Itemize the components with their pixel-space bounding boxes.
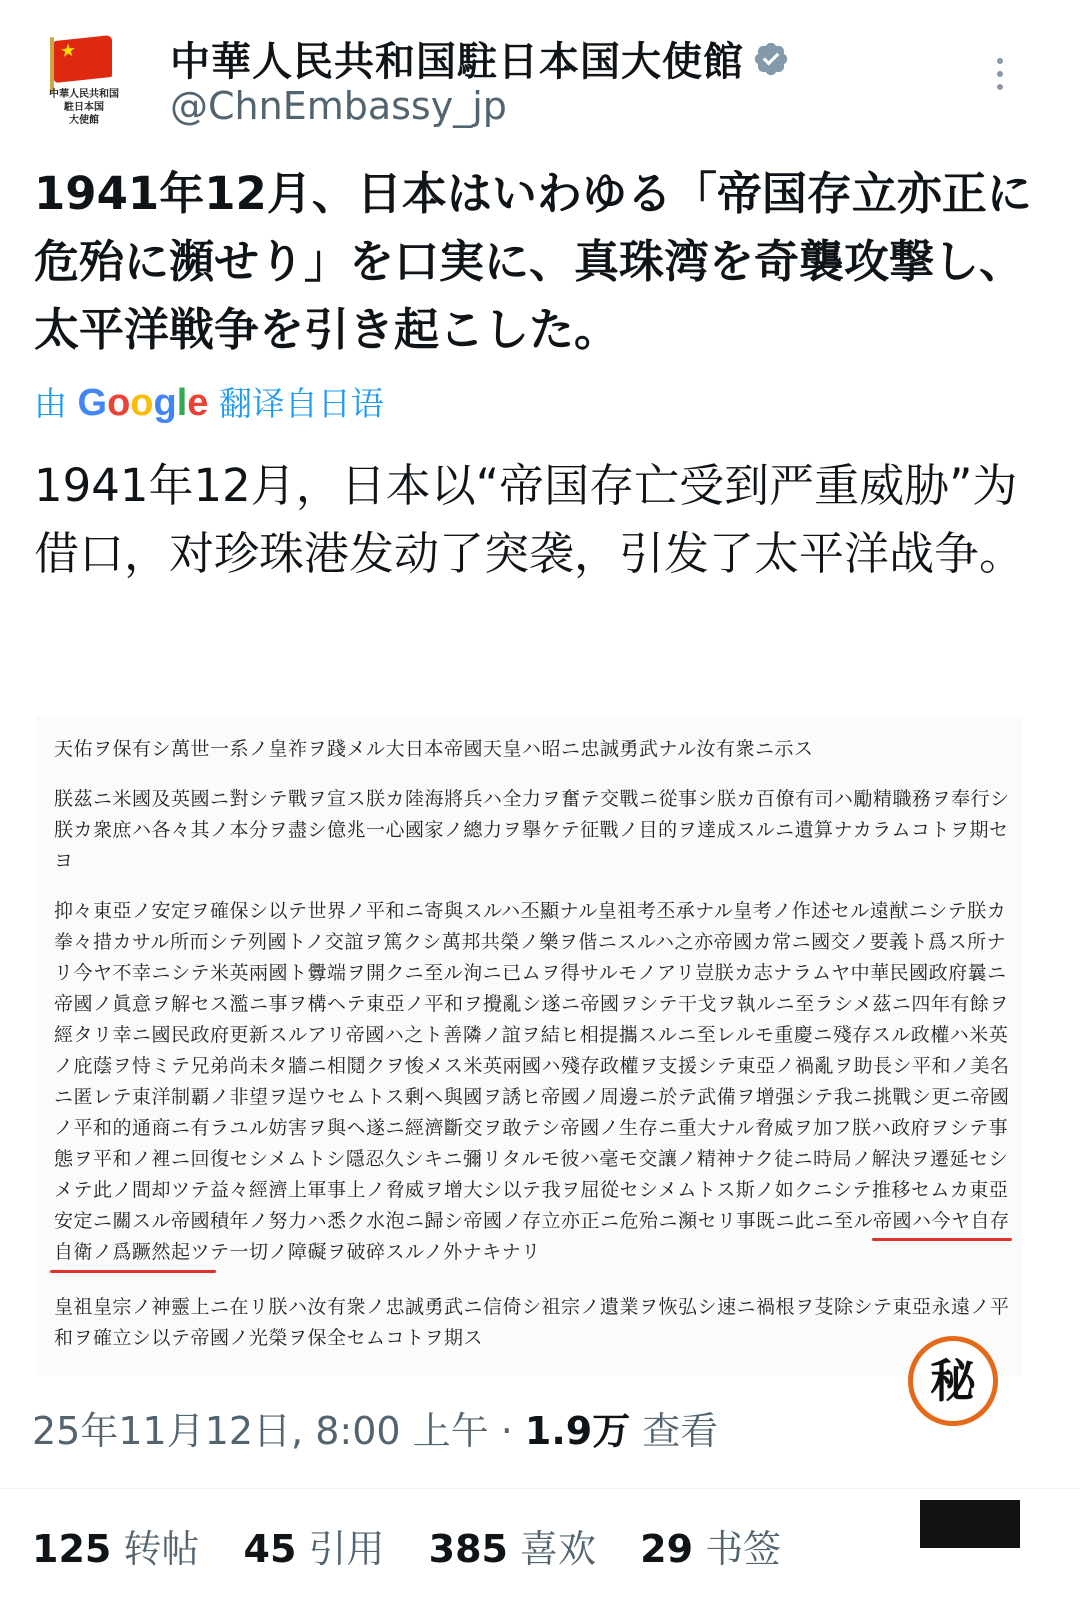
document-paragraph: 皇祖皇宗ノ神靈上ニ在リ朕ハ汝有衆ノ忠誠勇武ニ信倚シ祖宗ノ遺業ヲ恢弘シ速ニ禍根ヲ芟除シテ東亞永遠ノ平和ヲ確立シ以テ帝國ノ光榮ヲ保全セムコトヲ期ス xyxy=(54,1296,1010,1349)
redaction-block xyxy=(920,1500,1020,1548)
document-paragraph: 抑々東亞ノ安定ヲ確保シ以テ世界ノ平和ニ寄與スルハ丕顯ナル皇祖考丕承ナル皇考ノ作述セル遠猷ニシテ朕カ拳々措カサル所而シテ列國トノ交誼ヲ篤クシ萬邦共榮ノ樂ヲ偕ニスルハ之亦帝國カ常ニ國交ノ要義ト爲ス所ナリ今ヤ不幸ニシテ米英兩國ト釁端ヲ開クニ至ル洵ニ已ムヲ得サルモノアリ豈朕カ志ナラムヤ中華民國政府曩ニ帝國ノ眞意ヲ解セス濫ニ事ヲ構ヘテ東亞ノ平和ヲ攪亂シ遂ニ帝國ヲシテ干戈ヲ執ルニ至ラシメ茲ニ四年有餘ヲ經タリ幸ニ國民政府更新スルアリ帝國ハ之ト善隣ノ誼ヲ結ヒ相提攜スルニ至レルモ重慶ニ殘存スル政權ハ米英ノ庇蔭ヲ恃ミテ兄弟尚未タ牆ニ相鬩クヲ悛メス米英兩國ハ殘存政權ヲ支援シテ東亞ノ禍亂ヲ助長シ平和ノ美名ニ匿レテ東洋制覇ノ非望ヲ逞ウセムトス剰ヘ與國ヲ誘ヒ帝國ノ周邊ニ於テ武備ヲ增强シテ我ニ挑戰シ更ニ帝國ノ平和的通商ニ有ラユル妨害ヲ與ヘ遂ニ經濟斷交ヲ敢テシ帝國ノ生存ニ重大ナル脅威ヲ加フ朕ハ政府ヲシテ事態ヲ平和ノ裡ニ回復セシメムトシ隱忍久シキニ彌リタルモ彼ハ毫モ交讓ノ精神ナク徒ニ時局ノ解決ヲ遷延セシメテ此ノ間却ツテ益々經濟上軍事上ノ脅威ヲ增大シ以テ我ヲ屈從セシメムトス斯ノ如クニシテ推移セムカ東亞安定ニ關スル帝國積年ノ努力ハ悉ク水泡ニ歸シ帝國ノ存立亦正ニ危殆ニ瀕セリ事既ニ此ニ至ル帝國ハ今ヤ自存自衛ノ爲蹶然起ツテ一切ノ障礙ヲ破碎スルノ外ナキナリ xyxy=(54,900,1010,1263)
avatar-logo-text: 中華人民共和国 駐日本国 大使館 xyxy=(49,89,119,126)
highlight-underline xyxy=(50,1270,216,1273)
quotes-stat[interactable]: 45 引用 xyxy=(243,1527,385,1571)
translated-by-google-link[interactable] xyxy=(34,378,384,425)
likes-stat[interactable]: 385 喜欢 xyxy=(428,1527,597,1571)
reposts-stat[interactable]: 125 转帖 xyxy=(32,1527,200,1571)
engagement-stats xyxy=(32,1518,813,1573)
post-text-japanese: 1941年12月、日本はいわゆる「帝国存立亦正に危殆に瀕せり」を口実に、真珠湾を奇襲攻撃し、太平洋戦争を引き起こした。 xyxy=(34,167,1032,356)
secret-stamp: 秘 xyxy=(908,1336,998,1426)
document-paragraph: 天佑ヲ保有シ萬世一系ノ皇祚ヲ踐メル大日本帝國天皇ハ昭ニ忠誠勇武ナル汝有衆ニ示ス xyxy=(54,738,814,760)
bookmarks-stat[interactable]: 29 书签 xyxy=(640,1527,782,1571)
translate-suffix: 翻译自日语 xyxy=(218,384,384,423)
google-logo-icon: Google xyxy=(77,382,209,424)
account-handle[interactable]: @ChnEmbassy_jp xyxy=(170,84,507,128)
divider xyxy=(0,1488,1080,1489)
verified-badge-icon xyxy=(752,40,790,78)
china-flag-icon: ★ xyxy=(54,35,112,83)
account-avatar[interactable] xyxy=(36,30,144,140)
attached-document-image[interactable] xyxy=(36,716,1022,1408)
document-paragraph: 朕茲ニ米國及英國ニ對シテ戰ヲ宣ス朕カ陸海將兵ハ全力ヲ奮テ交戰ニ從事シ朕カ百僚有司ハ勵精職務ヲ奉行シ朕カ衆庶ハ各々其ノ本分ヲ盡シ億兆一心國家ノ總力ヲ擧ケテ征戰ノ目的ヲ達成スルニ遺算ナカラムコトヲ期セヨ xyxy=(54,788,1010,872)
translate-prefix: 由 xyxy=(34,384,67,423)
post-meta xyxy=(32,1400,718,1455)
post-text-translated: 1941年12月，日本以“帝国存亡受到严重威胁”为借口，对珍珠港发动了突袭，引发了太平洋战争。 xyxy=(34,459,1025,580)
more-options-icon[interactable] xyxy=(990,58,1010,98)
highlight-underline xyxy=(872,1238,1012,1241)
views-label: 查看 xyxy=(630,1409,719,1453)
display-name[interactable]: 中華人民共和国駐日本国大使館 xyxy=(170,39,744,85)
views-count: 1.9万 xyxy=(524,1409,631,1453)
post-datetime[interactable]: 25年11月12日, 8:00 上午 · xyxy=(32,1409,525,1453)
